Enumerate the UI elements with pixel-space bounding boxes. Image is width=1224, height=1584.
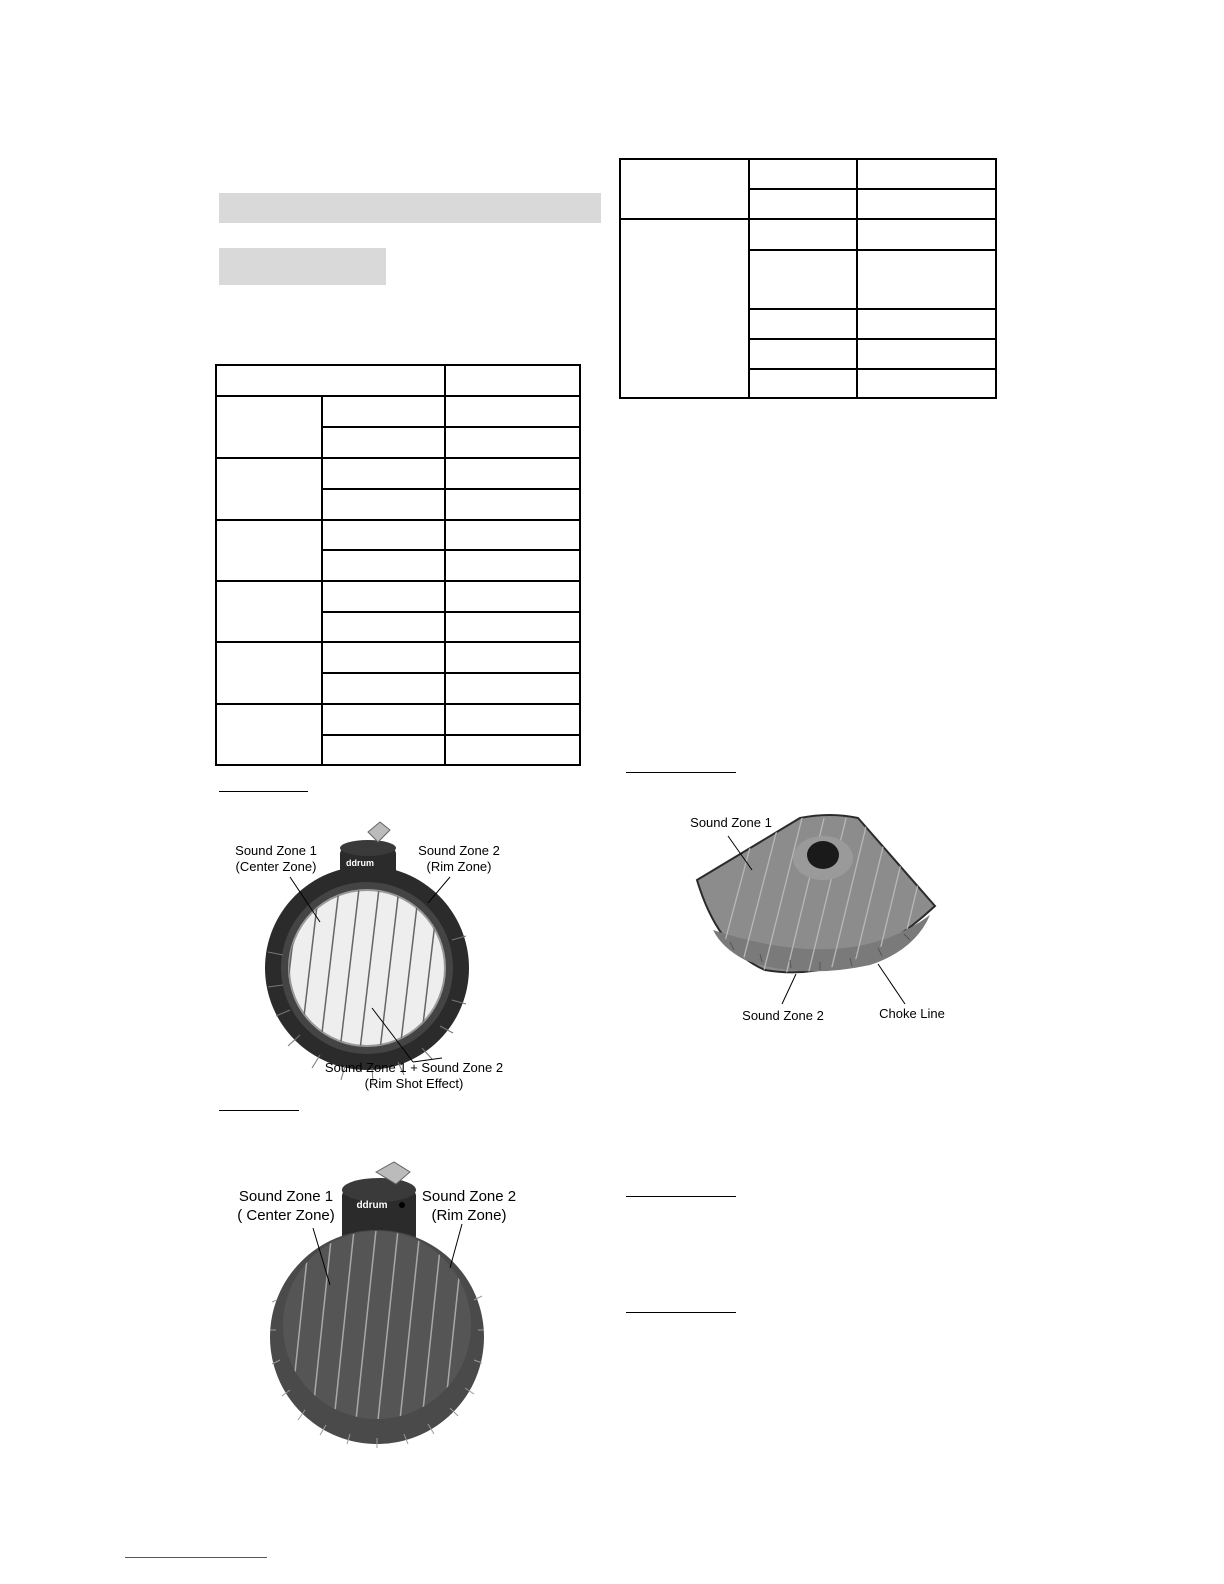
- pad-top-zone1-label: Sound Zone 1 (Center Zone): [235, 843, 317, 874]
- pad-top-zone2-label: Sound Zone 2 (Rim Zone): [418, 843, 500, 874]
- pad-top-combo-label: Sound Zone 1 + Sound Zone 2 (Rim Shot Effect): [324, 1060, 504, 1091]
- pad-bottom-zone1-label: Sound Zone 1 ( Center Zone): [237, 1188, 335, 1224]
- pad-bottom-brand: ddrum: [356, 1200, 388, 1211]
- pad-top-brand: ddrum: [346, 858, 374, 868]
- cymbal-choke-label: Choke Line: [879, 1006, 945, 1021]
- pad-bottom-zone2-label: Sound Zone 2 (Rim Zone): [421, 1188, 517, 1224]
- cymbal-zone1-label: Sound Zone 1: [690, 815, 772, 830]
- cymbal-zone2-label: Sound Zone 2: [742, 1008, 824, 1023]
